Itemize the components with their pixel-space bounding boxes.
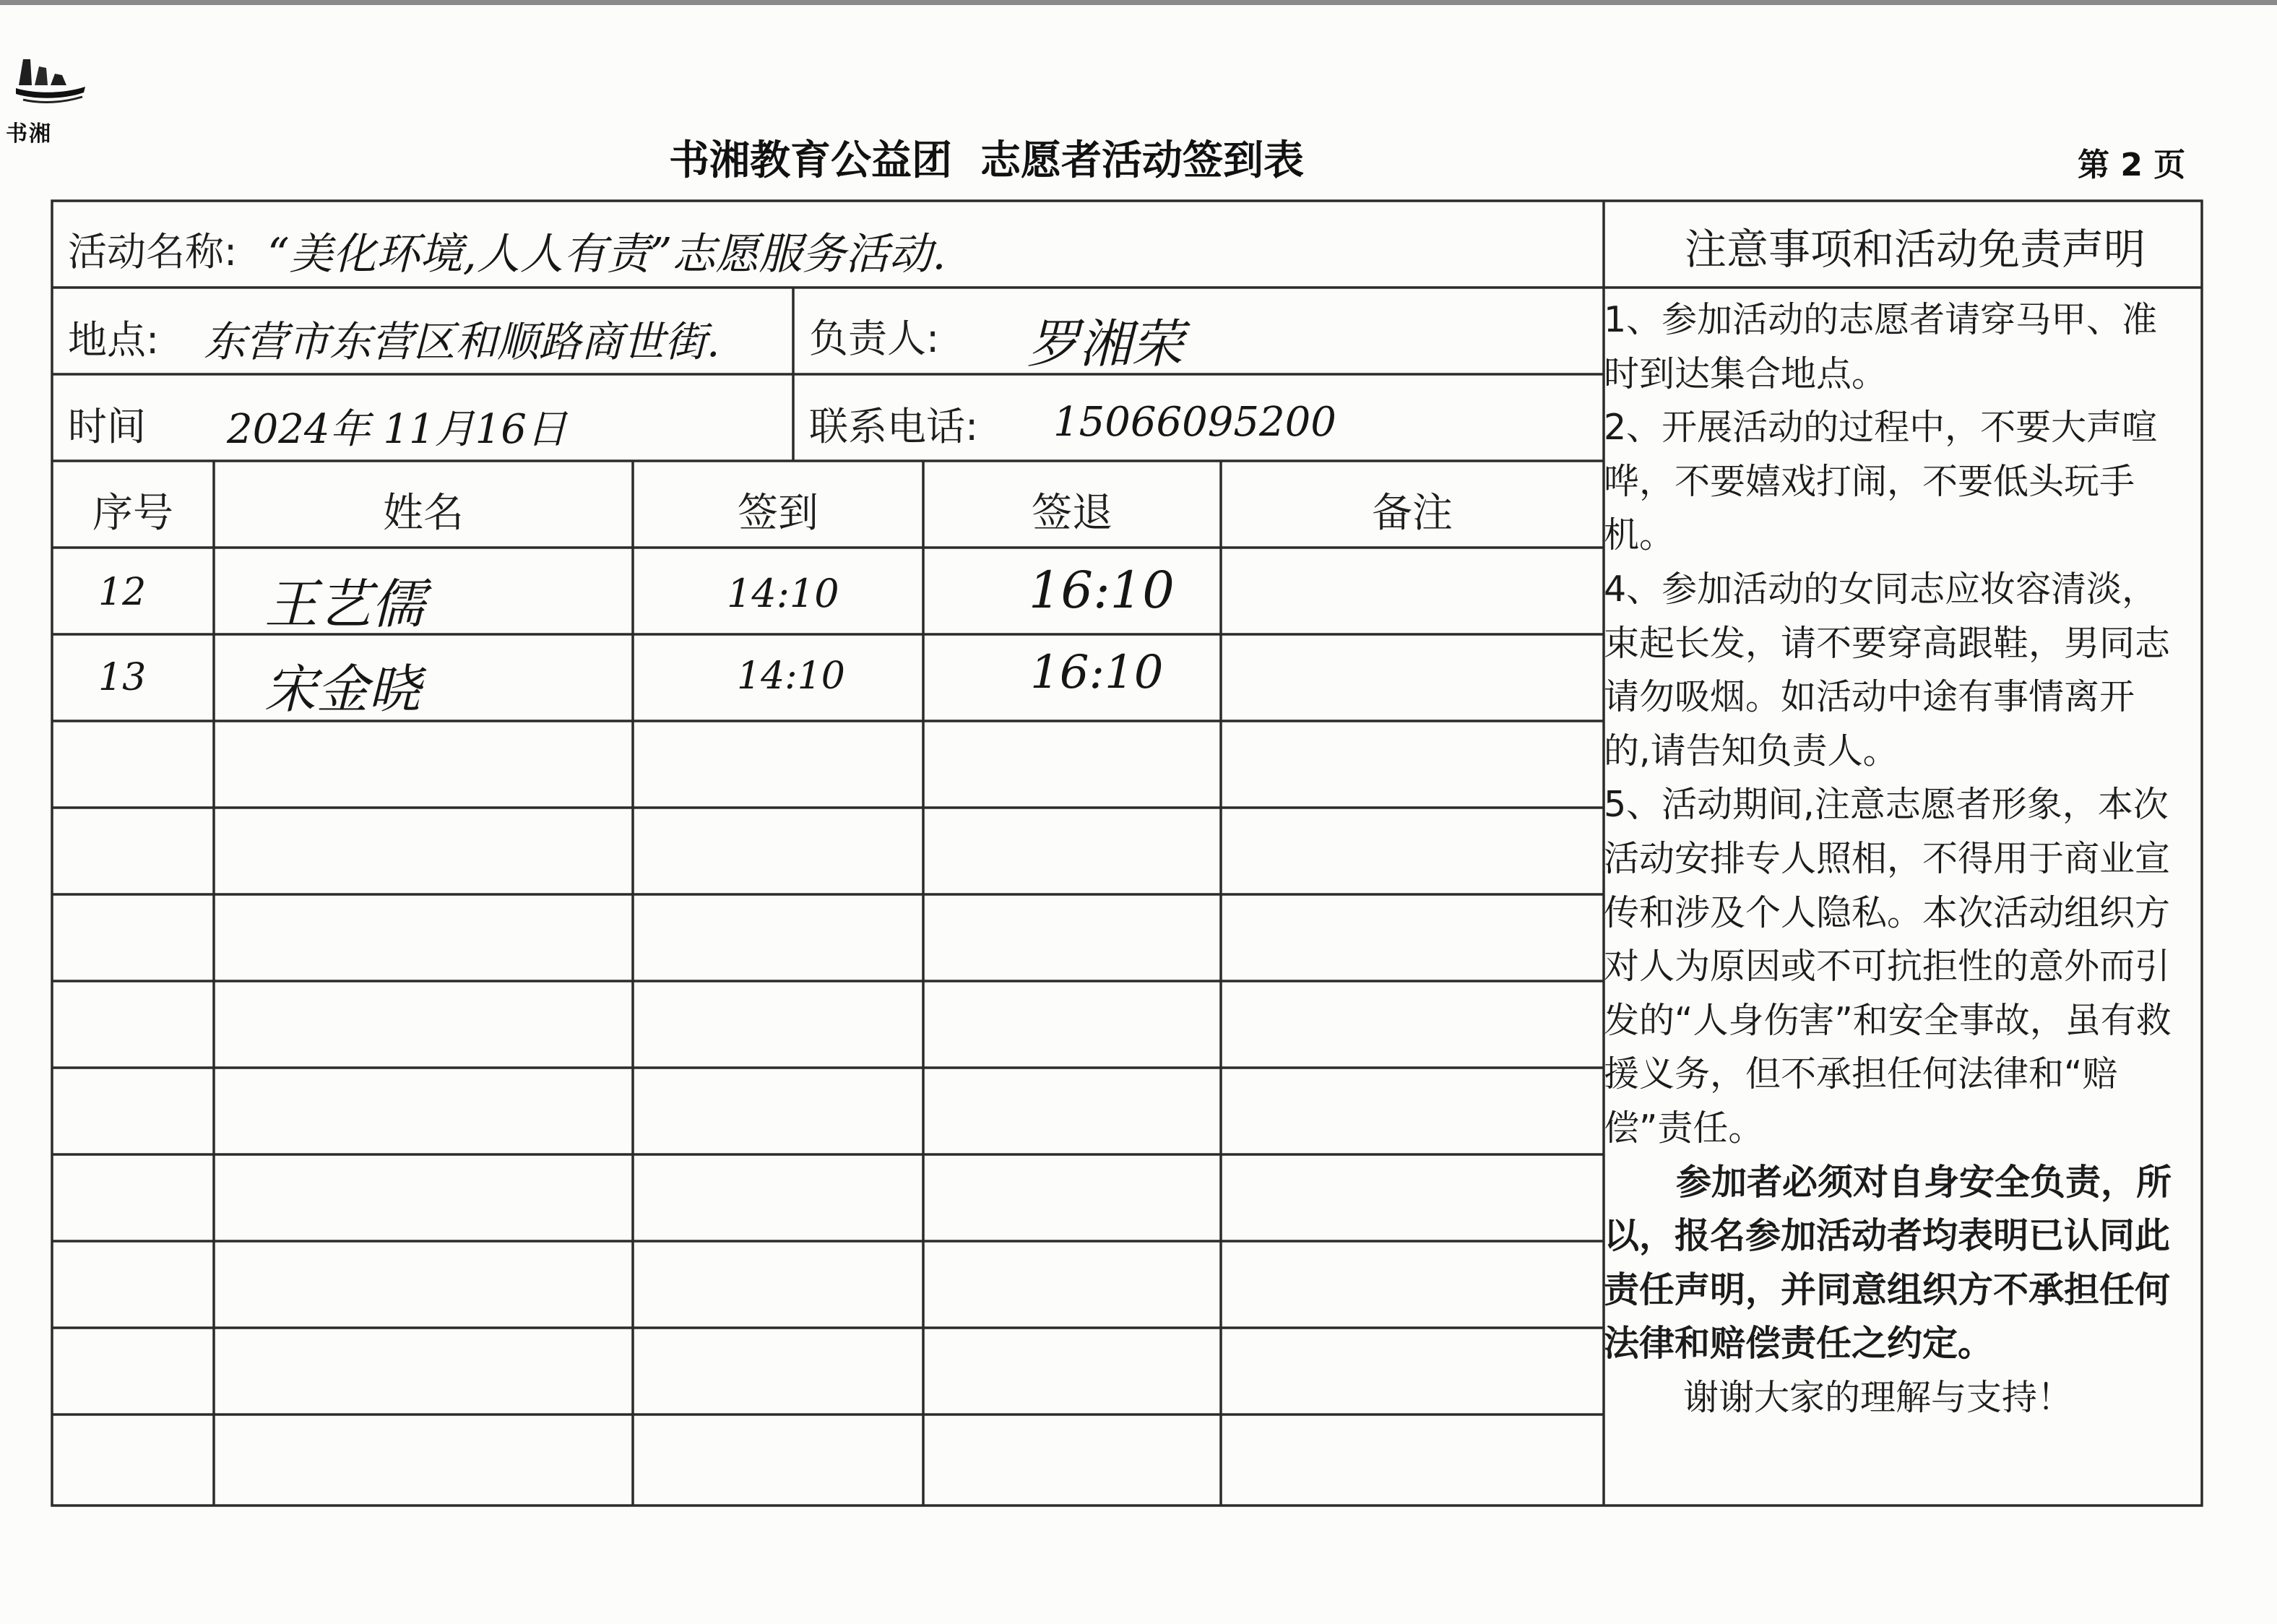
activity-name-label: 活动名称: bbox=[68, 229, 238, 275]
row-2-sign-in: 14:10 bbox=[737, 655, 845, 698]
thanks-line: 谢谢大家的理解与支持！ bbox=[1683, 1376, 2073, 1418]
logo-text: 书湘 bbox=[6, 121, 52, 147]
column-header-sign-in: 签到 bbox=[738, 490, 818, 537]
scan-top-edge bbox=[0, 0, 2277, 5]
phone-label: 联系电话: bbox=[809, 404, 979, 449]
manager-label: 负责人: bbox=[809, 316, 940, 361]
notice-item-4: 4、参加活动的女同志应妆容清淡，束起长发，请不要穿高跟鞋，男同志请勿吸烟。如活动中途有事情离开的,请告知负责人。 bbox=[1604, 568, 2171, 772]
column-header-note: 备注 bbox=[1372, 490, 1453, 537]
page-title: 书湘教育公益团 志愿者活动签到表 bbox=[669, 137, 1304, 184]
phone-value: 15066095200 bbox=[1053, 399, 1336, 446]
notice-text bbox=[1604, 293, 2174, 1425]
location-value: 东营市东营区和顺路商世街. bbox=[204, 317, 720, 366]
notice-item-5: 5、活动期间,注意志愿者形象，本次活动安排专人照相，不得用于商业宣传和涉及个人隐私。本次活动组织方对人为原因或不可抗拒性的意外而引发的“人身伤害”和安全事故，虽有救援义务，但不承担任何法律和“赔偿”责任。 bbox=[1604, 784, 2172, 1149]
column-header-name: 姓名 bbox=[383, 490, 464, 537]
row-1-sign-out: 16:10 bbox=[1029, 561, 1175, 620]
column-header-no: 序号 bbox=[92, 490, 173, 537]
sign-in-sheet bbox=[51, 199, 2203, 1507]
activity-name-value: “美化环境,人人有责”志愿服务活动. bbox=[267, 229, 946, 280]
time-value: 2024年 11月16日 bbox=[227, 406, 567, 453]
row-2-sign-out: 16:10 bbox=[1030, 646, 1164, 699]
manager-value: 罗湘荣 bbox=[1027, 314, 1184, 374]
row-2-name: 宋金晓 bbox=[264, 659, 421, 720]
page-number: 第 2 页 bbox=[2078, 147, 2186, 183]
location-label: 地点: bbox=[68, 317, 160, 363]
liability-statement: 参加者必须对自身安全负责，所以，报名参加活动者均表明已认同此责任声明，并同意组织方不承担任何法律和赔偿责任之约定。 bbox=[1604, 1161, 2172, 1365]
row-2-no: 13 bbox=[98, 656, 147, 699]
row-1-no: 12 bbox=[98, 571, 147, 614]
notice-item-2: 2、开展活动的过程中，不要大声喧哗，不要嬉戏打闹，不要低头玩手机。 bbox=[1604, 407, 2158, 556]
row-1-sign-in: 14:10 bbox=[727, 571, 839, 616]
row-1-name: 王艺儒 bbox=[264, 574, 425, 636]
notice-item-1: 1、参加活动的志愿者请穿马甲、准时到达集合地点。 bbox=[1604, 299, 2158, 394]
column-header-sign-out: 签退 bbox=[1032, 490, 1112, 537]
notice-title: 注意事项和活动免责声明 bbox=[1684, 225, 2146, 274]
time-label: 时间 bbox=[68, 404, 146, 449]
